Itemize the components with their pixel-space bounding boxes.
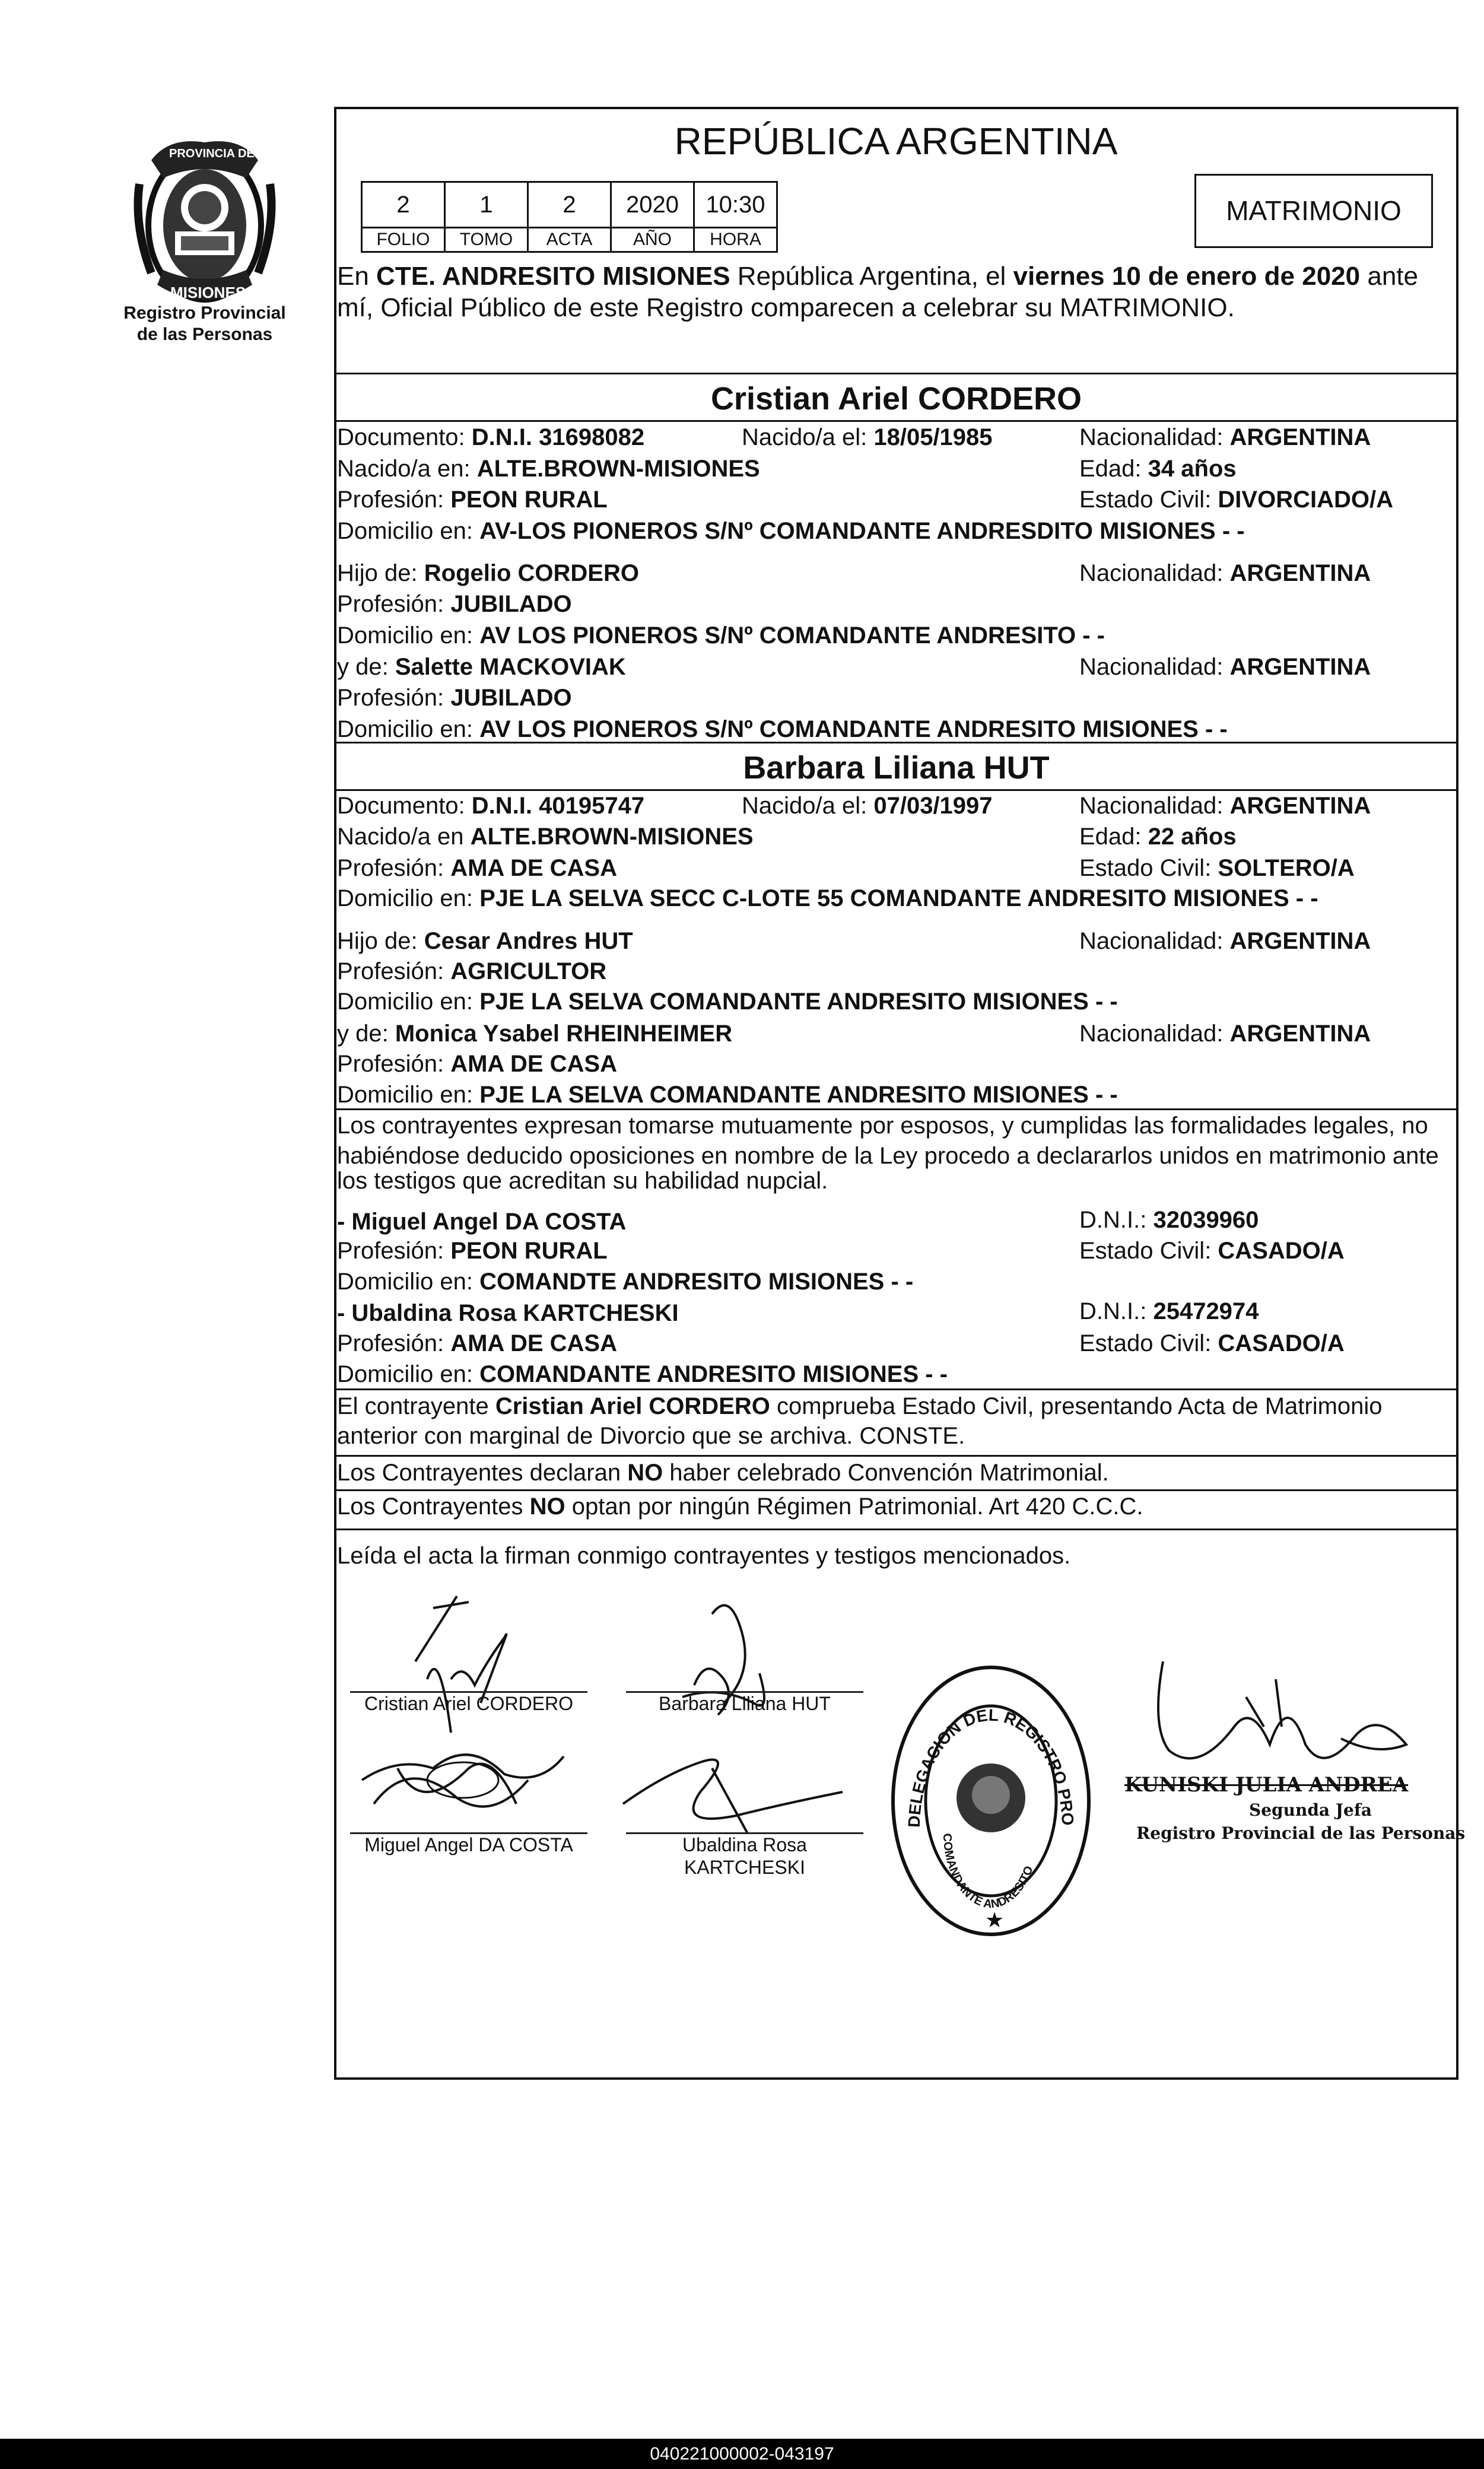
groom-nationality: Nacionalidad: ARGENTINA <box>1079 424 1371 450</box>
groom-civil-status: Estado Civil: DIVORCIADO/A <box>1079 487 1393 513</box>
seal-outer-text: DELEGACION DEL REGISTRO PROVINCIAL DE LAS PERSONAS <box>881 1647 1078 1828</box>
bride-name: Barbara Liliana HUT <box>743 750 1050 786</box>
groom-mother-address: Domicilio en: AV LOS PIONEROS S/Nº COMANDANTE ANDRESITO MISIONES - - <box>337 716 1228 742</box>
bride-profession: Profesión: AMA DE CASA <box>337 855 617 881</box>
declaration-line1: Los contrayentes expresan tomarse mutuamente por esposos, y cumplidas las formalidades legales, no <box>337 1113 1428 1139</box>
seal-icon <box>881 1647 1095 1940</box>
witness1-civil-status: Estado Civil: CASADO/A <box>1079 1238 1345 1264</box>
divider <box>334 1529 1458 1530</box>
bride-birthdate: Nacido/a el: 07/03/1997 <box>742 793 993 819</box>
groom-birthdate: Nacido/a el: 18/05/1985 <box>742 424 993 450</box>
bride-mother-address: Domicilio en: PJE LA SELVA COMANDANTE ANDRESITO MISIONES - - <box>337 1082 1118 1108</box>
registry-name-line1: Registro Provincial <box>123 303 286 323</box>
logo-text-top: PROVINCIA DE <box>169 147 255 160</box>
witness2-signature <box>617 1750 854 1834</box>
bride-father-address: Domicilio en: PJE LA SELVA COMANDANTE ANDRESITO MISIONES - - <box>337 989 1118 1015</box>
logo-text-bottom: MISIONES <box>170 284 246 301</box>
bride-mother-profession: Profesión: AMA DE CASA <box>337 1051 617 1077</box>
bride-document: Documento: D.N.I. 40195747 <box>337 793 645 819</box>
witness1-name: - Miguel Angel DA COSTA <box>337 1209 627 1235</box>
folio-value: 2 <box>361 181 446 228</box>
bride-address: Domicilio en: PJE LA SELVA SECC C-LOTE 55 COMANDANTE ANDRESITO MISIONES - - <box>337 885 1318 911</box>
witness1-signature-name: Miguel Angel DA COSTA <box>364 1834 573 1855</box>
witness1-address: Domicilio en: COMANDTE ANDRESITO MISIONES - - <box>337 1269 914 1295</box>
divider <box>334 742 1458 743</box>
divider <box>334 1489 1458 1491</box>
civil-status-note-line2: anterior con marginal de Divorcio que se archiva. CONSTE. <box>337 1423 965 1449</box>
witness2-profession: Profesión: AMA DE CASA <box>337 1330 617 1356</box>
bride-birthplace: Nacido/a en ALTE.BROWN-MISIONES <box>337 824 754 850</box>
divider <box>334 1388 1458 1390</box>
acta-label: ACTA <box>527 227 612 253</box>
groom-signature <box>392 1590 540 1744</box>
bride-father-nationality: Nacionalidad: ARGENTINA <box>1079 928 1371 954</box>
intro-line2: mí, Oficial Público de este Registro comparecen a celebrar su MATRIMONIO. <box>337 293 1235 322</box>
groom-mother-profession: Profesión: JUBILADO <box>337 685 572 711</box>
folio-label: FOLIO <box>361 227 446 253</box>
groom-address: Domicilio en: AV-LOS PIONEROS S/Nº COMANDANTE ANDRESDITO MISIONES - - <box>337 518 1245 544</box>
bride-mother: y de: Monica Ysabel RHEINHEIMER <box>337 1021 733 1047</box>
bride-mother-nationality: Nacionalidad: ARGENTINA <box>1079 1021 1371 1047</box>
bride-father-profession: Profesión: AGRICULTOR <box>337 958 607 984</box>
groom-profession: Profesión: PEON RURAL <box>337 487 608 513</box>
bride-father: Hijo de: Cesar Andres HUT <box>337 928 633 954</box>
groom-mother-nationality: Nacionalidad: ARGENTINA <box>1079 654 1371 680</box>
svg-text:COMANDANTE ANDRESITO <box>940 1833 1036 1911</box>
intro-line1: En CTE. ANDRESITO MISIONES República Argentina, el viernes 10 de enero de 2020 ante <box>337 262 1418 291</box>
ceremony-date: viernes 10 de enero de 2020 <box>1013 262 1361 291</box>
page-title: REPÚBLICA ARGENTINA <box>674 120 1118 163</box>
hora-label: HORA <box>693 227 778 253</box>
divider <box>334 1108 1458 1110</box>
groom-name: Cristian Ariel CORDERO <box>710 381 1082 417</box>
registry-name-line2: de las Personas <box>136 325 273 344</box>
groom-father: Hijo de: Rogelio CORDERO <box>337 560 639 586</box>
official-title: Segunda Jefa <box>1249 1800 1372 1820</box>
civil-status-note-line1: El contrayente Cristian Ariel CORDERO comprueba Estado Civil, presentando Acta de Matrimonio <box>337 1393 1383 1419</box>
convention-line2: Los Contrayentes NO optan por ningún Régimen Patrimonial. Art 420 C.C.C. <box>337 1494 1143 1520</box>
footer-bar <box>0 2439 1484 2469</box>
divider <box>334 1455 1458 1457</box>
ceremony-place: CTE. ANDRESITO MISIONES <box>376 262 730 291</box>
witness2-signature-name-line1: Ubaldina Rosa <box>682 1834 807 1855</box>
bride-signature-name: Barbara Liliana HUT <box>659 1693 831 1714</box>
groom-birthplace: Nacido/a en: ALTE.BROWN-MISIONES <box>337 456 760 482</box>
hora-value: 10:30 <box>693 181 778 228</box>
tomo-label: TOMO <box>444 227 529 253</box>
declaration-line3: los testigos que acreditan su habilidad nupcial. <box>337 1168 828 1194</box>
bride-civil-status: Estado Civil: SOLTERO/A <box>1079 855 1355 881</box>
seal-inner-text: COMANDANTE ANDRESITO <box>940 1833 1036 1911</box>
official-name: KUNISKI JULIA ANDREA <box>1124 1773 1409 1797</box>
svg-text:★: ★ <box>985 1908 1005 1932</box>
official-seal <box>881 1647 1095 1940</box>
groom-document: Documento: D.N.I. 31698082 <box>337 424 645 450</box>
barcode-number: 040221000002-043197 <box>650 2444 834 2464</box>
groom-age: Edad: 34 años <box>1079 456 1237 482</box>
witness2-signature-name-line2: KARTCHESKI <box>684 1857 805 1878</box>
official-organization: Registro Provincial de las Personas <box>1136 1823 1466 1843</box>
groom-father-profession: Profesión: JUBILADO <box>337 591 572 617</box>
groom-signature-name: Cristian Ariel CORDERO <box>364 1693 574 1714</box>
witness2-civil-status: Estado Civil: CASADO/A <box>1079 1330 1345 1356</box>
witness1-signature <box>350 1733 576 1839</box>
document-type-box: MATRIMONIO <box>1194 174 1433 248</box>
convention-line1: Los Contrayentes declaran NO haber celebrado Convención Matrimonial. <box>337 1460 1109 1486</box>
witness2-address: Domicilio en: COMANDANTE ANDRESITO MISIONES - - <box>337 1361 948 1387</box>
closing-text: Leída el acta la firman conmigo contrayentes y testigos mencionados. <box>337 1543 1071 1569</box>
bride-nationality: Nacionalidad: ARGENTINA <box>1079 793 1371 819</box>
province-shield-icon <box>134 136 276 309</box>
divider <box>334 789 1458 791</box>
divider <box>334 373 1458 374</box>
groom-father-nationality: Nacionalidad: ARGENTINA <box>1079 560 1371 586</box>
ano-value: 2020 <box>610 181 695 228</box>
declaration-line2: habiéndose deducido oposiciones en nombre de la Ley procedo a declararlos unidos en matrimonio ante <box>337 1143 1439 1169</box>
witness2-dni: D.N.I.: 25472974 <box>1079 1298 1259 1324</box>
divider <box>334 420 1458 422</box>
province-logo <box>134 136 276 309</box>
witness1-dni: D.N.I.: 32039960 <box>1079 1207 1259 1233</box>
bride-age: Edad: 22 años <box>1079 824 1237 850</box>
acta-value: 2 <box>527 181 612 228</box>
witness1-profession: Profesión: PEON RURAL <box>337 1238 608 1264</box>
ano-label: AÑO <box>610 227 695 253</box>
witness2-name: - Ubaldina Rosa KARTCHESKI <box>337 1300 679 1326</box>
tomo-value: 1 <box>444 181 529 228</box>
groom-father-address: Domicilio en: AV LOS PIONEROS S/Nº COMANDANTE ANDRESITO - - <box>337 622 1105 649</box>
groom-mother: y de: Salette MACKOVIAK <box>337 654 626 680</box>
